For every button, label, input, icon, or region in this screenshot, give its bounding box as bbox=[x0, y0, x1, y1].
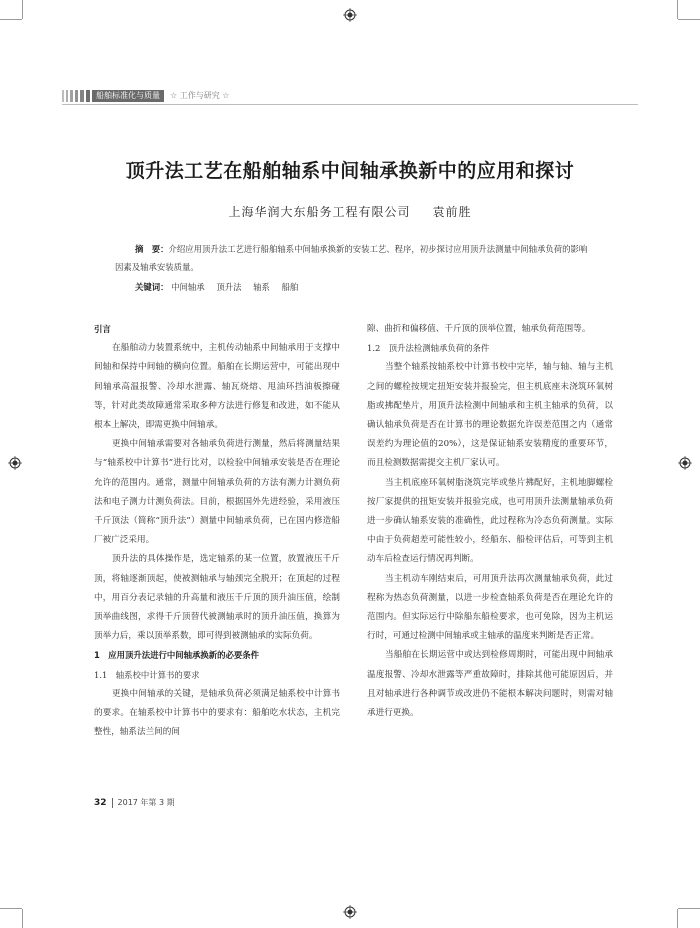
body-paragraph: 顶升法的具体操作是，选定轴系的某一位置，放置液压千斤顶，将轴逐渐顶起，使被测轴承与轴颈完全脱开；在顶起的过程中，用百分表记录轴的升高量和液压千斤顶的顶升油压值，绘制顶举曲线图，求得千斤顶替代被测轴承时的顶升油压值，换算为顶举力后，乘以顶举系数，即可得到被测轴承的实际负荷。 bbox=[94, 554, 340, 642]
keyword: 顶升法 bbox=[216, 282, 242, 292]
abstract-text: 介绍应用顶升法工艺进行船舶轴系中间轴承换新的安装工艺、程序，初步探讨应用顶升法测量中间轴承负荷的影响因素及轴承安装质量。 bbox=[115, 244, 588, 272]
crop-mark bbox=[677, 909, 678, 928]
crop-mark bbox=[22, 0, 23, 19]
intro-heading: 引言 bbox=[94, 324, 111, 334]
body-paragraph: 当主机动车刚结束后，可用顶升法再次测量轴承负荷，此过程称为热态负荷测量，以进一步检查轴系负荷是否在理论允许的范围内。但实际运行中除船东船检要求，也可免除，因为主机运行时，可通过检测中间轴承或主轴承的温度来判断是否正常。 bbox=[367, 573, 613, 642]
abstract bbox=[115, 240, 595, 276]
section-tag: 船舶标准化与质量 bbox=[92, 90, 164, 102]
article-title: 顶升法工艺在船舶轴系中间轴承换新中的应用和探讨 bbox=[125, 160, 575, 182]
header-bars-decoration bbox=[62, 90, 92, 102]
registration-mark-bottom bbox=[343, 905, 357, 919]
footer-separator bbox=[112, 798, 113, 808]
keyword: 中间轴承 bbox=[171, 282, 205, 292]
section-heading: 1 应用顶升法进行中间轴承换新的必要条件 bbox=[94, 650, 259, 661]
left-column bbox=[94, 320, 340, 742]
issue-info: 2017 年第 3 期 bbox=[117, 798, 175, 807]
crop-mark bbox=[678, 908, 700, 909]
byline bbox=[0, 203, 700, 220]
subsection-heading: 1.2 顶升法检测轴承负荷的条件 bbox=[367, 343, 490, 354]
crop-mark bbox=[0, 908, 22, 909]
registration-mark-right bbox=[678, 456, 692, 470]
abstract-label: 摘 要： bbox=[135, 244, 169, 254]
keyword: 船舶 bbox=[281, 282, 299, 292]
body-paragraph: 当主机底座环氧树脂浇筑完毕或垫片拂配好，主机地脚螺栓按厂家提供的扭矩安装并报验完成，也可用顶升法测量轴承负荷进一步确认轴系安装的准确性，此过程称为冷态负荷测量。实际中由于负荷超差可能性较小，经船东、船检评估后，可等到主机动车后检查运行情况再判断。 bbox=[367, 477, 613, 565]
subsection-heading: 1.1 轴系校中计算书的要求 bbox=[94, 669, 200, 680]
body-paragraph: 更换中间轴承的关键，是轴承负荷必须满足轴系校中计算书的要求。在轴系校中计算书中的要求有：船舶吃水状态，主机完整性，轴系法兰间的间 bbox=[94, 688, 340, 738]
crop-mark bbox=[0, 19, 22, 20]
crop-mark bbox=[678, 19, 700, 20]
author-name: 袁前胜 bbox=[432, 205, 472, 219]
registration-mark-left bbox=[8, 456, 22, 470]
registration-mark-top bbox=[343, 8, 357, 22]
crop-mark bbox=[677, 0, 678, 19]
author-organization: 上海华润大东船务工程有限公司 bbox=[228, 205, 411, 219]
body-paragraph: 当整个轴系按轴系校中计算书校中完毕，轴与轴、轴与主机之间的螺栓按规定扭矩安装并报验完，但主机底座未浇筑环氧树脂或拂配垫片，用顶升法检测中间轴承和主机主轴承的负荷，以确认轴承负荷是否在计算书的理论数据允许误差范围之内（通常误差约为理论值的20%），这是保证轴系安装精度的重要环节，而且检测数据需提交主机厂家认可。 bbox=[367, 362, 613, 469]
body-paragraph-continued: 隙、曲折和偏移值、千斤顶的顶举位置，轴承负荷范围等。 bbox=[367, 324, 591, 334]
header-rule bbox=[62, 104, 638, 105]
crop-mark bbox=[22, 909, 23, 928]
running-header bbox=[62, 90, 229, 102]
body-paragraph: 更换中间轴承需要对各轴承负荷进行测量，然后将测量结果与“轴系校中计算书”进行比对，以检验中间轴承安装是否在理论允许的范围内。通常，测量中间轴承负荷的方法有测力计测负荷法和电子测力计测负荷法。目前，根据国外先进经验，采用液压千斤顶法（简称“顶升法”）测量中间轴承负荷，已在国内修造船厂被广泛采用。 bbox=[94, 439, 340, 546]
page-footer bbox=[94, 797, 175, 808]
keywords-label: 关键词： bbox=[135, 282, 169, 292]
body-paragraph: 当船舶在长期运营中或达到检修周期时，可能出现中间轴承温度报警、冷却水泄露等严重故障时，排除其他可能原因后，并且对轴承进行各种调节或改进仍不能根本解决问题时，则需对轴承进行更换。 bbox=[367, 650, 613, 719]
keyword: 轴系 bbox=[253, 282, 270, 292]
page-number: 32 bbox=[94, 797, 107, 808]
keywords bbox=[135, 281, 307, 293]
body-paragraph: 在船舶动力装置系统中，主机传动轴系中间轴承用于支撑中间轴和保持中间轴的横向位置。船舶在长期运营中，可能出现中间轴承高温报警、冷却水泄露、轴瓦烧熔、甩油环挡油板擦碰等，针对此类故障通常采取多种方法进行修复和改进，如不能从根本上解决，即需更换中间轴承。 bbox=[94, 343, 340, 431]
right-column bbox=[367, 320, 613, 723]
column-subhead: ☆ 工作与研究 ☆ bbox=[170, 91, 230, 100]
